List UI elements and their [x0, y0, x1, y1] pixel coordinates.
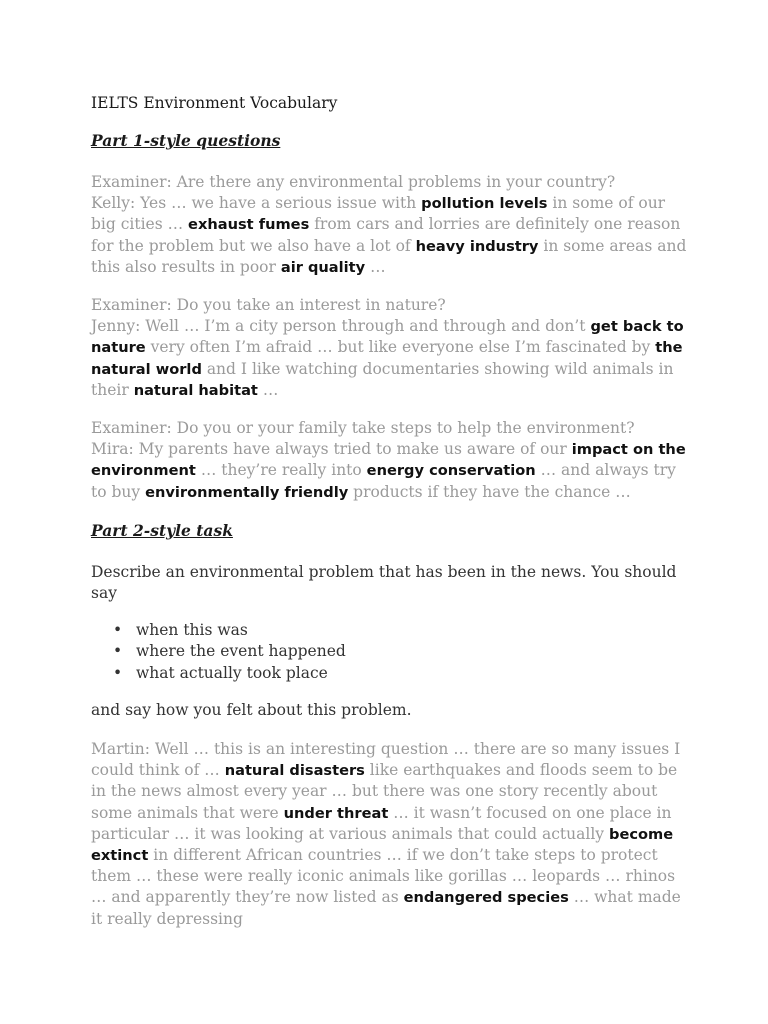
dialogue-text: Mira: My parents have always tried to make us aware of our: [91, 440, 572, 459]
task-bullet-text: when this was: [136, 621, 248, 640]
dialogue-text: Examiner: Are there any environmental problems in your country?: [91, 173, 616, 191]
vocabulary-term: pollution levels: [421, 195, 548, 213]
dialogue-line: [91, 172, 691, 193]
dialogue-text: in different African countries … if we don’t take steps to protect them … these were really iconic animals like gorillas … leopards … rhinos … and apparently they’re now listed as: [91, 846, 676, 907]
bullet-icon: •: [113, 642, 123, 661]
vocabulary-term: natural disasters: [224, 762, 365, 780]
dialogue-line: [91, 295, 691, 316]
document-title: IELTS Environment Vocabulary: [91, 94, 338, 112]
dialogue-2: [91, 295, 691, 401]
vocabulary-term: the natural world: [91, 339, 683, 378]
dialogue-text: … it wasn’t focused on one place in particular … it was looking at various animals that could actually: [91, 803, 672, 843]
dialogue-1: [91, 172, 691, 278]
dialogue-text: products if they have the chance …: [348, 482, 631, 501]
dialogue-3: [91, 418, 691, 503]
dialogue-text: … and always try to buy: [91, 461, 676, 501]
dialogue-line: [91, 193, 691, 278]
vocabulary-term: impact on the environment: [91, 441, 686, 480]
part2-heading: Part 2-style task: [91, 520, 233, 540]
dialogue-text: … what made it really depressing: [91, 888, 681, 928]
bullet-icon: •: [113, 621, 123, 640]
task-prompt: Describe an environmental problem that has been in the news. You should say: [91, 562, 677, 603]
task-bullet: [113, 641, 768, 662]
vocabulary-term: under threat: [283, 804, 389, 822]
vocabulary-term: exhaust fumes: [188, 216, 310, 234]
dialogue-line: [91, 439, 691, 503]
dialogue-text: …: [365, 257, 386, 276]
part1-heading: Part 1-style questions: [91, 131, 281, 150]
dialogue-text: … they’re really into: [195, 461, 367, 480]
dialogue-line: [91, 418, 691, 439]
vocabulary-term: air quality: [280, 258, 366, 276]
task-closing: and say how you felt about this problem.: [91, 700, 412, 719]
dialogue-text: very often I’m afraid … but like everyone else I’m fascinated by: [145, 338, 656, 357]
vocabulary-term: become extinct: [91, 825, 674, 865]
dialogue-text: in some of our big cities …: [91, 194, 666, 234]
vocabulary-term: energy conservation: [366, 462, 536, 480]
dialogue-text: Martin: Well … this is an interesting question … there are so many issues I could think of …: [91, 740, 681, 780]
dialogue-text: Examiner: Do you or your family take steps to help the environment?: [91, 419, 635, 438]
dialogue-text: …: [257, 380, 279, 399]
dialogue-text: Examiner: Do you take an interest in nature?: [91, 296, 446, 315]
task-bullet: [113, 663, 768, 684]
dialogue-text: from cars and lorries are definitely one reason for the problem but we also have a lot of: [91, 215, 681, 255]
vocabulary-term: get back to nature: [91, 318, 684, 357]
bullet-icon: •: [113, 663, 123, 682]
vocabulary-term: environmentally friendly: [145, 483, 349, 501]
dialogue-text: like earthquakes and floods seem to be in the news almost every year … but there was one story recently about some animals that were: [91, 761, 678, 822]
task-bullet-text: where the event happened: [136, 642, 346, 661]
dialogue-text: in some areas and this also results in poor: [91, 236, 687, 276]
task-bullet: [113, 620, 768, 641]
vocabulary-term: heavy industry: [415, 237, 539, 255]
dialogue-line: [91, 316, 691, 401]
dialogue-text: Jenny: Well … I’m a city person through and through and don’t: [91, 317, 591, 336]
dialogue-line: [91, 739, 691, 930]
answer-martin: [91, 739, 691, 930]
task-bullet-list: [91, 620, 768, 684]
dialogue-text: and I like watching documentaries showing wild animals in their: [91, 359, 674, 399]
vocabulary-term: natural habitat: [133, 381, 258, 399]
dialogue-text: Kelly: Yes … we have a serious issue with: [91, 194, 422, 213]
task-bullet-text: what actually took place: [136, 663, 328, 682]
vocabulary-term: endangered species: [403, 889, 569, 907]
